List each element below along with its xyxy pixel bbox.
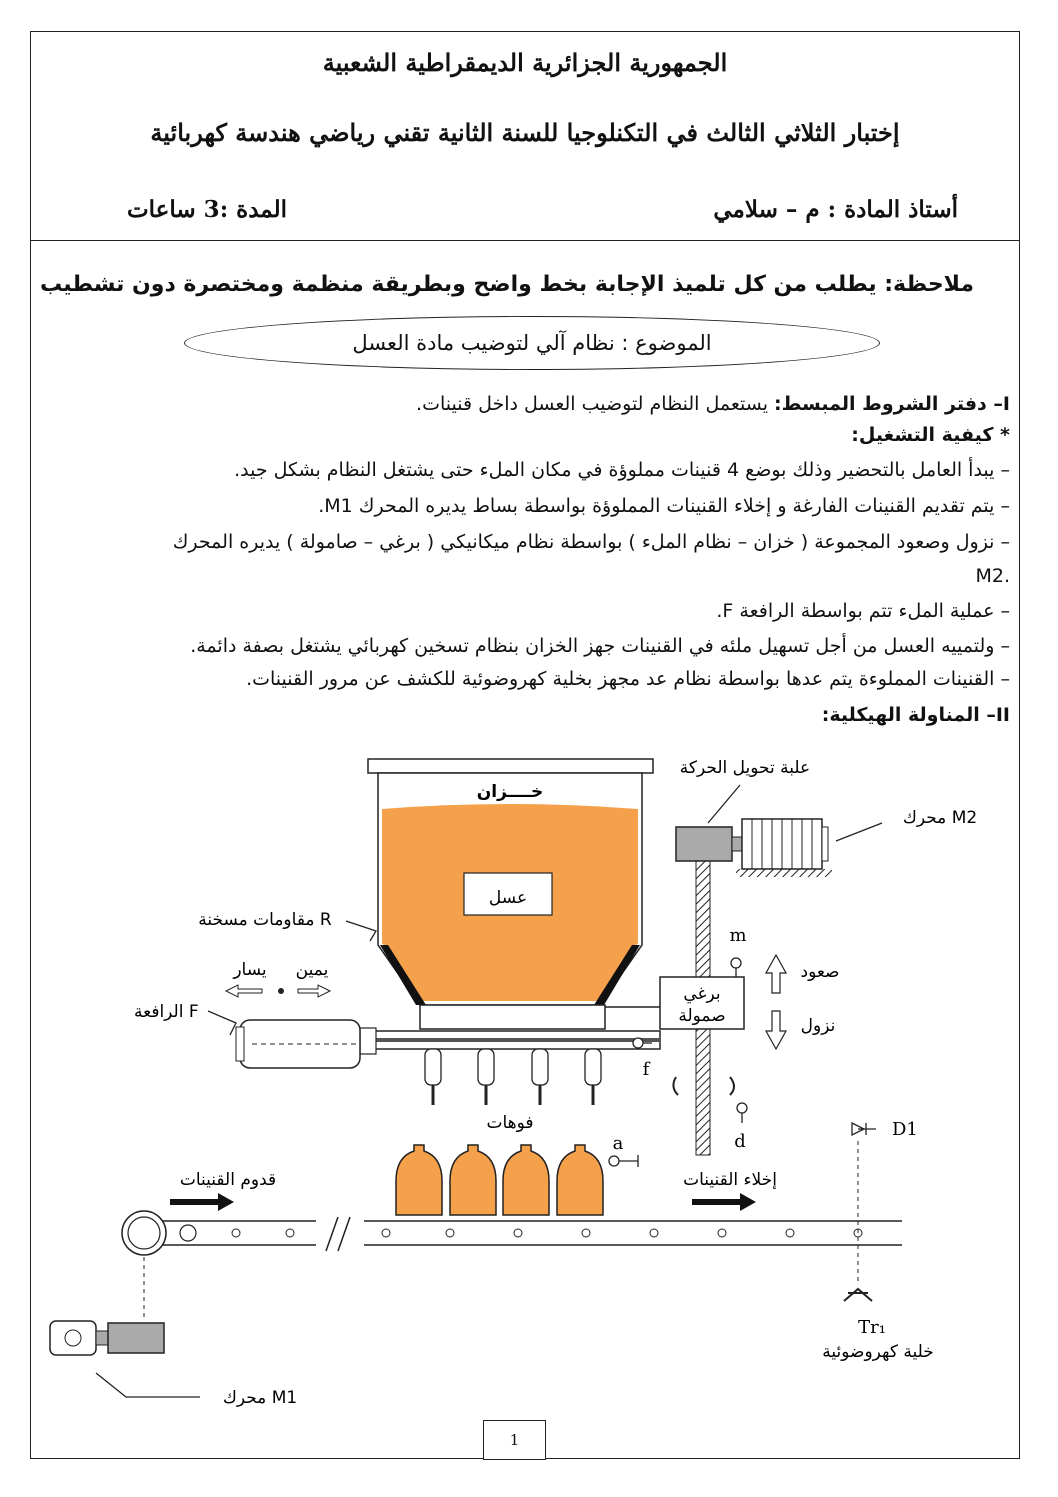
motor-m2 bbox=[736, 819, 832, 877]
operation-line: – نزول وصعود المجموعة ( خزان – نظام الملء ) بواسطة نظام ميكانيكي ( برغي – صامولة ) يديره المحرك bbox=[172, 531, 1010, 553]
nut-label: صمولة bbox=[678, 1006, 726, 1026]
gearbox bbox=[676, 827, 742, 861]
operation-line: – يبدأ العامل بالتحضير وذلك بوضع 4 قنينات مملوؤة في مكان الملء حتى يشتغل النظام بشكل جيد. bbox=[234, 459, 1010, 481]
operation-line: M2. bbox=[975, 565, 1010, 587]
d1-label: D1 bbox=[892, 1119, 918, 1140]
topic-ellipse bbox=[184, 316, 880, 370]
left-label: يسار bbox=[233, 960, 267, 980]
operation-line: – القنينات المملوءة يتم عدها بواسطة نظام عد مجهز بخلية كهروضوئية للكشف عن مرور القنينات. bbox=[246, 668, 1010, 690]
section1-line bbox=[416, 393, 1010, 415]
page-number: 1 bbox=[509, 1431, 520, 1449]
jack-label: الرافعة F bbox=[134, 1002, 199, 1022]
topic-text: الموضوع : نظام آلي لتوضيب مادة العسل bbox=[352, 331, 712, 355]
bottles-in-label: قدوم القنينات bbox=[179, 1170, 277, 1190]
note: ملاحظة: يطلب من كل تلميذ الإجابة بخط واضح وبطريقة منظمة ومختصرة دون تشطيب bbox=[40, 272, 974, 297]
screw-label: برغي bbox=[683, 984, 721, 1004]
page-number-box bbox=[483, 1420, 546, 1460]
sensor-a-label: a bbox=[612, 1133, 624, 1154]
section2-title: II– المناولة الهيكلية: bbox=[821, 704, 1010, 726]
operation-line: – عملية الملء تتم بواسطة الرافعة F. bbox=[716, 600, 1010, 622]
motor-m1 bbox=[50, 1321, 164, 1355]
gearbox-label: علبة تحويل الحركة bbox=[679, 758, 811, 778]
tr1-label: Tr₁ bbox=[858, 1317, 886, 1338]
nozzles-label: فوهات bbox=[486, 1113, 534, 1133]
republic-title: الجمهورية الجزائرية الديمقراطية الشعبية bbox=[322, 48, 728, 77]
operation-line: – ولتمييه العسل من أجل تسهيل ملئه في القنينات جهز الخزان بنظام تسخين كهربائي يشتغل بصفة دائمة. bbox=[190, 635, 1010, 657]
conveyor bbox=[122, 1211, 902, 1255]
motor-m2-label: محرك M2 bbox=[902, 808, 978, 828]
operation-title: * كيفية التشغيل: bbox=[851, 424, 1010, 446]
heaters-label: مقاومات مسخنة R bbox=[198, 910, 332, 930]
sensor-m-label: m bbox=[729, 925, 747, 946]
system-diagram bbox=[40, 745, 1020, 1425]
right-label: يمين bbox=[295, 960, 329, 980]
bottles-out-label: إخلاء القنينات bbox=[683, 1170, 777, 1190]
down-label: نزول bbox=[800, 1016, 836, 1036]
bottles bbox=[396, 1145, 603, 1215]
sensor-d-label: d bbox=[734, 1131, 746, 1152]
section1-intro: يستعمل النظام لتوضيب العسل داخل قنينات. bbox=[416, 393, 775, 415]
photocell-label: خلية كهروضوئية bbox=[822, 1342, 934, 1362]
teacher-name: أستاذ المادة : م – سلامي bbox=[713, 196, 958, 223]
exam-title: إختبار الثلاثي الثالث في التكنلوجيا للسنة الثانية تقني رياضي هندسة كهربائية bbox=[150, 118, 900, 147]
header-divider bbox=[30, 240, 1020, 241]
honey-label: عسل bbox=[488, 888, 528, 908]
up-label: صعود bbox=[800, 962, 840, 982]
motor-m1-label: محرك M1 bbox=[222, 1388, 298, 1408]
section1-title: I– دفتر الشروط المبسط: bbox=[774, 393, 1010, 415]
filling-base bbox=[360, 1005, 660, 1054]
nozzles bbox=[425, 1049, 601, 1105]
operation-line: – يتم تقديم القنينات الفارغة و إخلاء القنينات المملوؤة بواسطة بساط يديره المحرك M1. bbox=[318, 495, 1010, 517]
sensor-f-label: f bbox=[642, 1059, 650, 1080]
jack-cylinder bbox=[236, 1020, 360, 1068]
tank-label: خــــزان bbox=[476, 782, 544, 802]
duration: المدة :3 ساعات bbox=[127, 196, 288, 223]
